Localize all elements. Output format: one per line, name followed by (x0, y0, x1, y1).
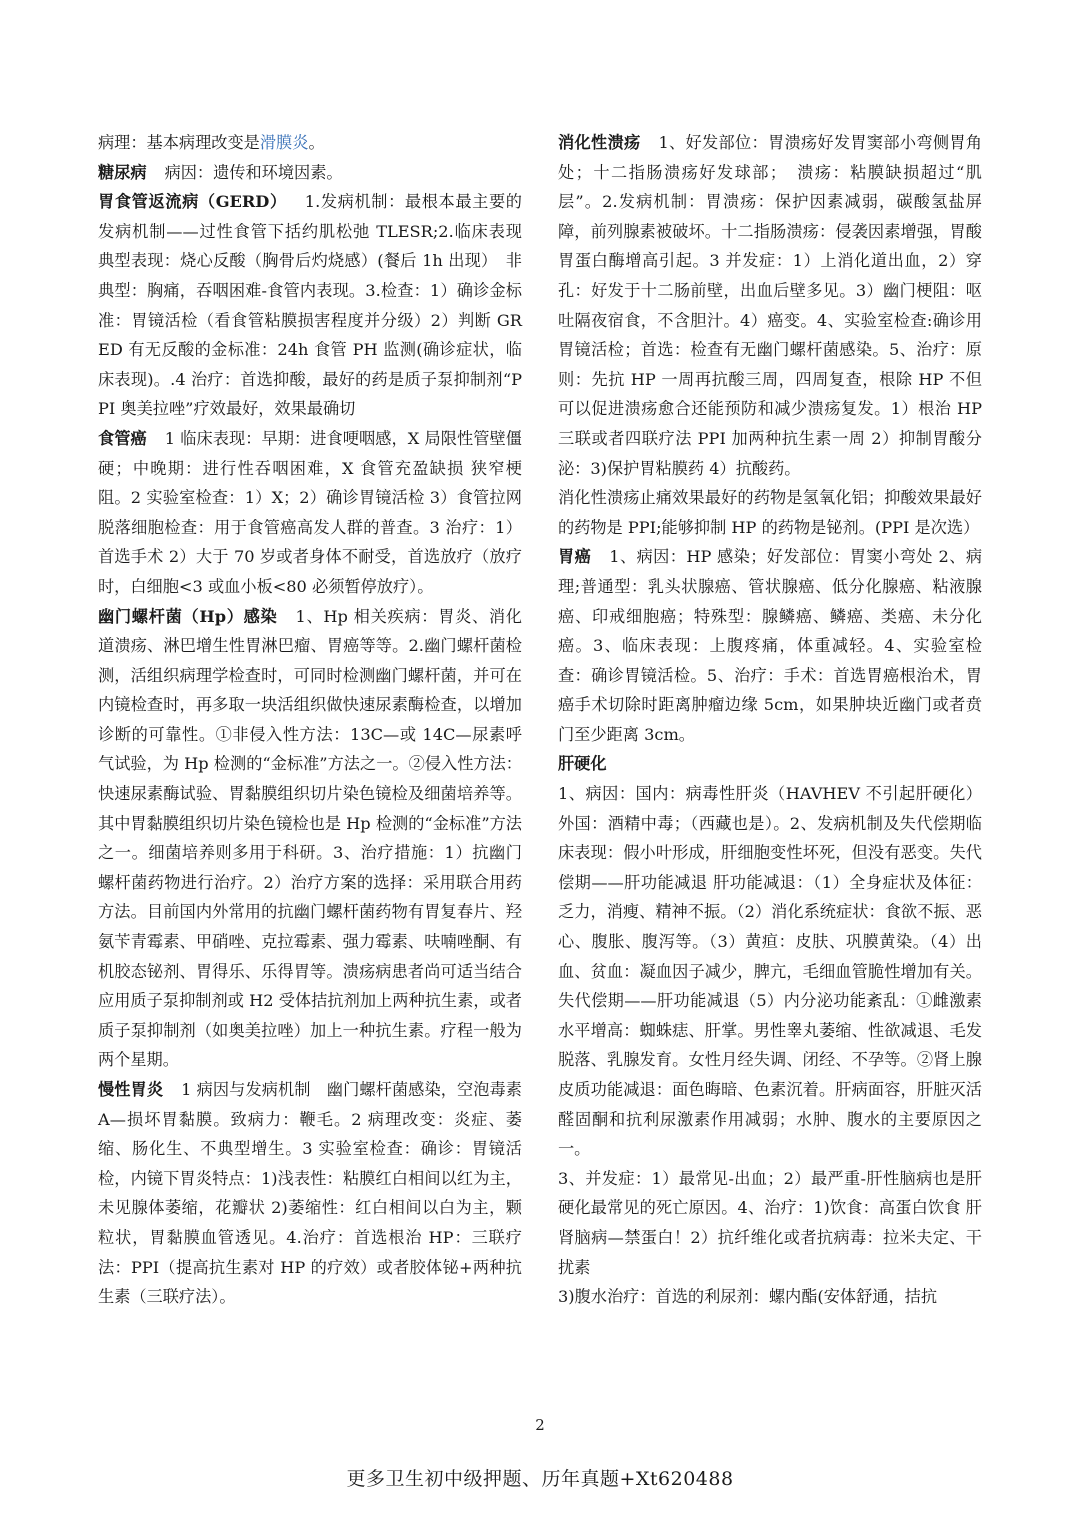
paragraph-peptic-ulcer-drugs: 消化性溃疡止痛效果最好的药物是氢氧化铝；抑酸效果最好的药物是 PPI;能够抑制 HP 的药物是铋剂。(PPI 是次选） (558, 488, 982, 537)
page-number: 2 (535, 1416, 545, 1434)
pathology-end: 。 (308, 133, 325, 152)
diabetes-text: 病因：遗传和环境因素。 (164, 162, 343, 182)
chronic-gastritis-text: 1 病因与发病机制 幽门螺杆菌感染，空泡毒素 A—损坏胃黏膜。致病力：鞭毛。2 病理改变：炎症、萎缩、肠化生、不典型增生。3 实验室检查：确诊：胃镜活检，内镜下胃炎特点：1)浅表性：粘膜红白相间以红为主，未见腺体萎缩，花瓣状 2)萎缩性：红白相间以白为主，颗粒状，胃黏膜血管透见。4.治疗：首选根治 HP：三联疗法：PPI（提高抗生素对 HP 的疗效）或者胶体铋+两种抗生素（三联疗法）。 (98, 1080, 522, 1307)
heading-gerd: 胃食管返流病（GERD） (98, 192, 287, 212)
heading-cirrhosis: 肝硬化 (558, 754, 607, 774)
section-gerd (98, 187, 522, 424)
section-hp-infection (98, 602, 522, 1076)
synovitis-term: 滑膜炎 (259, 133, 309, 152)
heading-chronic-gastritis: 慢性胃炎 (98, 1080, 164, 1099)
footer-ad: 更多卫生初中级押题、历年真题+Xt620488 (346, 1468, 734, 1490)
pathology-text: 病理：基本病理改变是 (98, 133, 260, 152)
section-chronic-gastritis (98, 1075, 522, 1312)
section-diabetes (98, 158, 522, 188)
section-esophageal-cancer (98, 424, 522, 602)
heading-cirrhosis-line (558, 749, 982, 779)
esophageal-cancer-text: 1 临床表现：早期：进食哽咽感，X 局限性管壁僵硬；中晚期：进行性吞咽困难，X 食管充盈缺损 狭窄梗阻。2 实验室检查：1）X；2）确诊胃镜活检 3）食管拉网脱落细胞检查：用于食管癌高发人群的普查。3 治疗：1）首选手术 2）大于 70 岁或者身体不耐受，首选放疗（放疗时，白细胞<3 或血小板<80 必须暂停放疗）。 (98, 428, 522, 596)
heading-gastric-cancer: 胃癌 (558, 547, 592, 567)
section-gastric-cancer (558, 542, 982, 749)
gerd-text: 1.发病机制：最根本最主要的发病机制——过性食管下括约肌松弛 TLESR;2.临床表现 典型表现：烧心反酸（胸骨后灼烧感）(餐后 1h 出现） 非典型：胸痛，吞咽困难-食管内表现。3.检查：1）确诊金标准：胃镜活检（看食管粘膜损害程度并分级）2）判断 GRED 有无反酸的金标准：24h 食管 PH 监测(确诊症状，临床表现)。.4 治疗：首选抑酸，最好的药是质子泵抑制剂“PPI 奥美拉唑”疗效最好，效果最确切 (98, 192, 522, 419)
heading-peptic-ulcer: 消化性溃疡 (558, 133, 641, 152)
heading-esophageal-cancer: 食管癌 (98, 428, 147, 448)
section-peptic-ulcer (558, 128, 982, 483)
hp-infection-text: 1、Hp 相关疾病：胃炎、消化道溃疡、淋巴增生性胃淋巴瘤、胃癌等等。2.幽门螺杆菌检测，活组织病理学检查时，可同时检测幽门螺杆菌，并可在内镜检查时，再多取一块活组织做快速尿素酶检查，以增加诊断的可靠性。①非侵入性方法：13C—或 14C—尿素呼气试验，为 Hp 检测的“金标准”方法之一。②侵入性方法：快速尿素酶试验、胃黏膜组织切片染色镜检及细菌培养等。其中胃黏膜组织切片染色镜检也是 Hp 检测的“金标准”方法之一。细菌培养则多用于科研。3、治疗措施：1）抗幽门螺杆菌药物进行治疗。2）治疗方案的选择：采用联合用药方法。目前国内外常用的抗幽门螺杆菌药物有胃复春片、羟氨苄青霉素、甲硝唑、克拉霉素、强力霉素、呋喃唑酮、有机胶态铋剂、胃得乐、乐得胃等。溃疡病患者尚可适当结合应用质子泵抑制剂或 H2 受体拮抗剂加上两种抗生素，或者质子泵抑制剂（如奥美拉唑）加上一种抗生素。疗程一般为两个星期。 (98, 606, 522, 1070)
heading-diabetes: 糖尿病 (98, 162, 147, 182)
paragraph-pathology (98, 128, 522, 158)
cirrhosis-text-2: 3、并发症：1）最常见-出血；2）最严重-肝性脑病也是肝硬化最常见的死亡原因。4、治疗：1)饮食：高蛋白饮食 肝肾脑病—禁蛋白！2）抗纤维化或者抗病毒：拉米夫定、干扰素 (558, 1168, 982, 1277)
cirrhosis-text-1: 1、病因：国内：病毒性肝炎（HAVHEV 不引起肝硬化）外国：酒精中毒；（西藏也是）。2、发病机制及失代偿期临床表现：假小叶形成，肝细胞变性坏死，但没有恶变。失代偿期——肝功能减退 肝功能减退：（1）全身症状及体征：乏力，消瘦、精神不振。（2）消化系统症状：食欲不振、恶心、腹胀、腹泻等。（3）黄疸：皮肤、巩膜黄染。（4）出血、贫血：凝血因子减少，脾亢，毛细血管脆性增加有关。失代偿期——肝功能减退（5）内分泌功能紊乱：①雌激素水平增高：蜘蛛痣、肝掌。男性睾丸萎缩、性欲减退、毛发脱落、乳腺发育。女性月经失调、闭经、不孕等。②肾上腺皮质功能减退：面色晦暗、色素沉着。肝病面容，肝脏灭活醛固酮和抗利尿激素作用减弱；水肿、腹水的主要原因之一。 (558, 784, 982, 1159)
cirrhosis-text-3: 3)腹水治疗：首选的利尿剂：螺内酯(安体舒通，拮抗 (558, 1287, 938, 1307)
left-column (98, 128, 522, 1312)
heading-hp-infection: 幽门螺杆菌（Hp）感染 (98, 606, 278, 626)
right-column (558, 128, 982, 1312)
gastric-cancer-text: 1、病因：HP 感染；好发部位：胃窦小弯处 2、病理;普通型：乳头状腺癌、管状腺癌、低分化腺癌、粘液腺癌、印戒细胞癌；特殊型：腺鳞癌、鳞癌、类癌、未分化癌。3、临床表现：上腹疼痛，体重减轻。4、实验室检查：确诊胃镜活检。5、治疗：手术：首选胃癌根治术，胃癌手术切除时距离肿瘤边缘 5cm，如果肿块近幽门或者贲门至少距离 3cm。 (558, 547, 983, 744)
peptic-ulcer-text: 1、好发部位：胃溃疡好发胃窦部小弯侧胃角处；十二指肠溃疡好发球部； 溃疡：粘膜缺损超过“肌层”。2.发病机制：胃溃疡：保护因素减弱，碳酸氢盐屏障，前列腺素被破坏。十二指肠溃疡：侵袭因素增强，胃酸胃蛋白酶增高引起。3 并发症：1）上消化道出血，2）穿孔：好发于十二肠前壁，出血后壁多见。3）幽门梗阻：呕吐隔夜宿食，不含胆汁。4）癌变。4、实验室检查:确诊用胃镜活检；首选：检查有无幽门螺杆菌感染。5、治疗：原则：先抗 HP 一周再抗酸三周，四周复查，根除 HP 不但可以促进溃疡愈合还能预防和减少溃疡复发。1）根治 HP 三联或者四联疗法 PPI 加两种抗生素一周 2）抑制胃酸分泌：3)保护胃粘膜药 4）抗酸药。 (558, 133, 982, 478)
